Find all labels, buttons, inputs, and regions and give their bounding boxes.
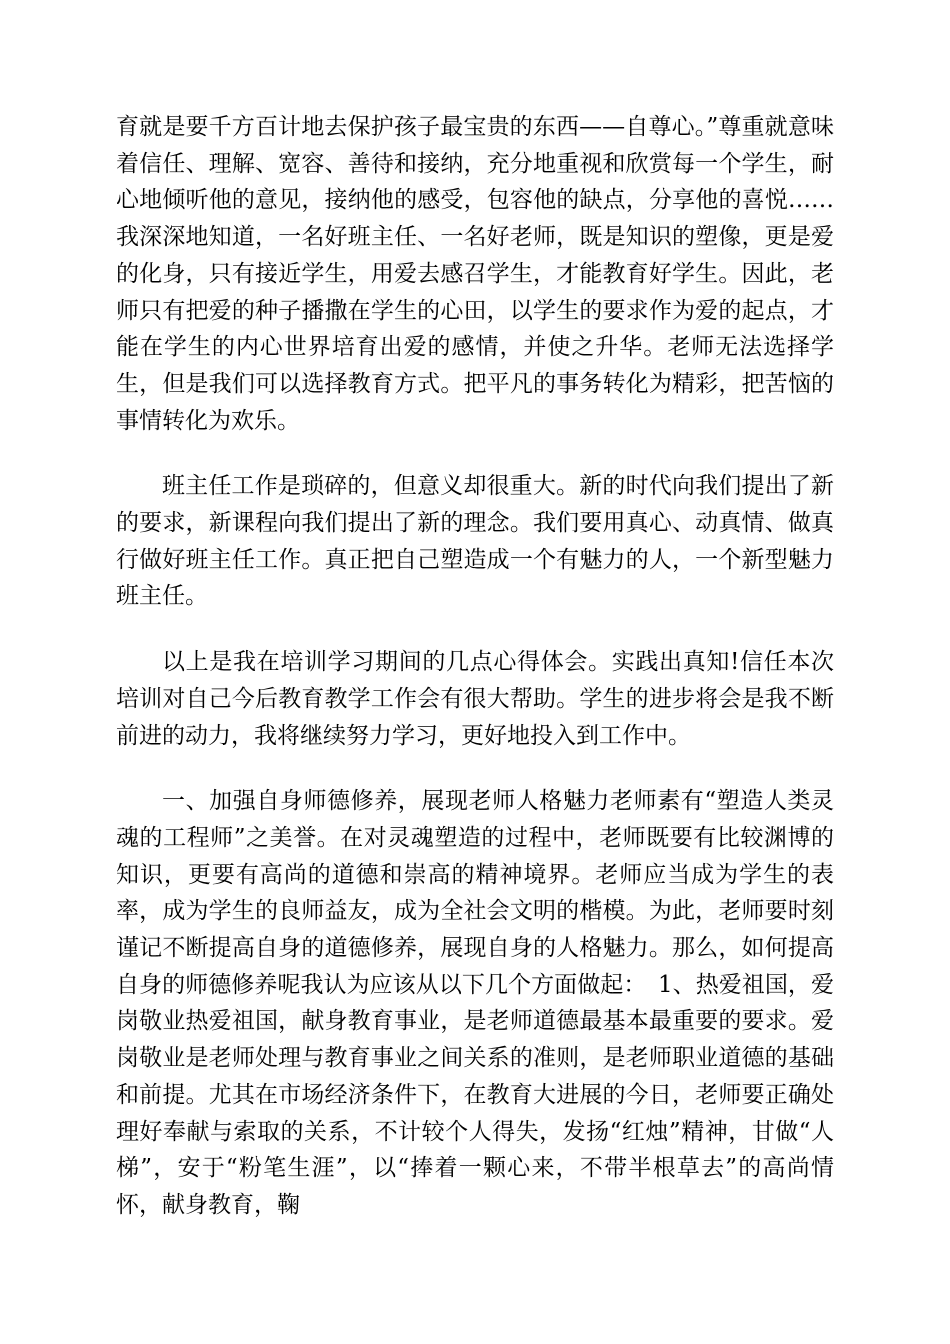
document-page <box>116 109 834 1224</box>
paragraph-2: 班主任工作是琐碎的，但意义却很重大。新的时代向我们提出了新的要求，新课程向我们提出了新的理念。我们要用真心、动真情、做真行做好班主任工作。真正把自己塑造成一个有魅力的人，一个新型魅力班主任。 <box>116 473 834 610</box>
paragraph-3: 以上是我在培训学习期间的几点心得体会。实践出真知!信任本次培训对自己今后教育教学工作会有很大帮助。学生的进步将会是我不断前进的动力，我将继续努力学习，更好地投入到工作中。 <box>116 649 834 749</box>
paragraph-4: 一、加强自身师德修养，展现老师人格魅力老师素有“塑造人类灵魂的工程师”之美誉。在对灵魂塑造的过程中，老师既要有比较渊博的知识，更要有高尚的道德和崇高的精神境界。老师应当成为学生的表率，成为学生的良师益友，成为全社会文明的楷模。为此，老师要时刻谨记不断提高自身的道德修养，展现自身的人格魅力。那么，如何提高自身的师德修养呢我认为应该从以下几个方面做起： 1、热爱祖国，爱岗敬业热爱祖国，献身教育事业，是老师道德最基本最重要的要求。爱岗敬业是老师处理与教育事业之间关系的准则，是老师职业道德的基础和前提。尤其在市场经济条件下，在教育大进展的今日，老师要正确处理好奉献与索取的关系，不计较个人得失，发扬“红烛”精神，甘做“人梯”，安于“粉笔生涯”，以“捧着一颗心来，不带半根草去”的高尚情怀，献身教育，鞠 <box>116 788 834 1218</box>
paragraph-1: 育就是要千方百计地去保护孩子最宝贵的东西——自尊心。”尊重就意味着信任、理解、宽容、善待和接纳，充分地重视和欣赏每一个学生，耐心地倾听他的意见，接纳他的感受，包容他的缺点，分享他的喜悦……我深深地知道，一名好班主任、一名好老师，既是知识的塑像，更是爱的化身，只有接近学生，用爱去感召学生，才能教育好学生。因此，老师只有把爱的种子播撒在学生的心田，以学生的要求作为爱的起点，才能在学生的内心世界培育出爱的感情，并使之升华。老师无法选择学生，但是我们可以选择教育方式。把平凡的事务转化为精彩，把苦恼的事情转化为欢乐。 <box>116 114 834 434</box>
